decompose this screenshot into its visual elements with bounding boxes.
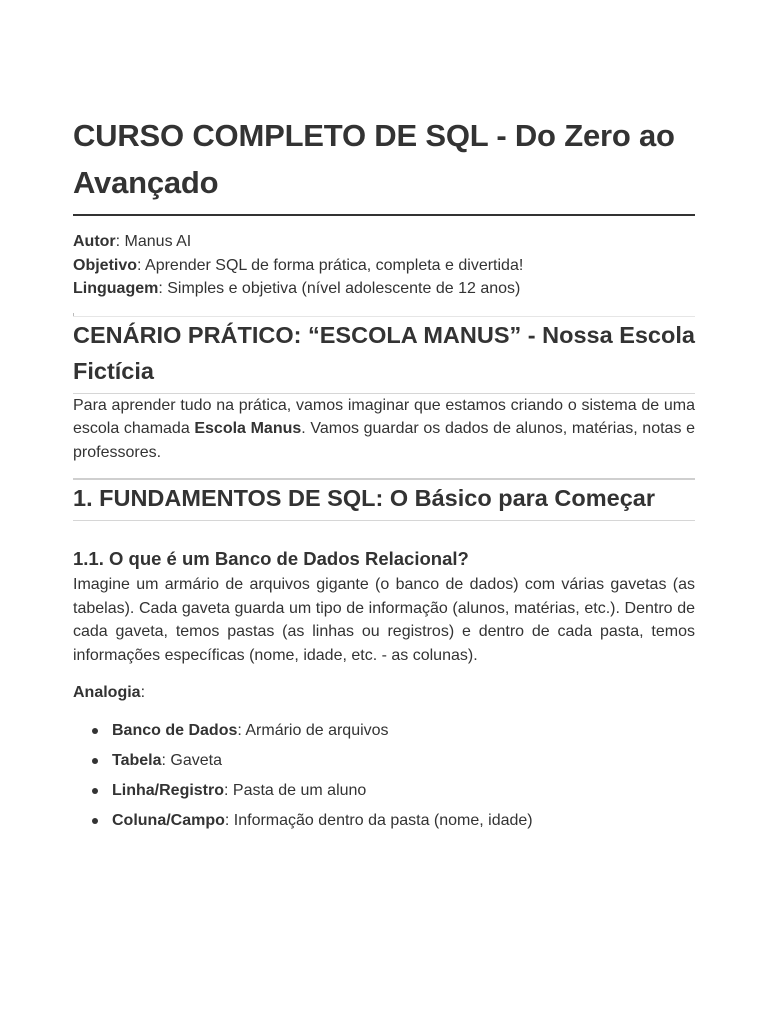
meta-label: Objetivo: [73, 256, 138, 274]
bullet-icon: [92, 758, 98, 764]
meta-value: : Aprender SQL de forma prática, completa e divertida!: [137, 256, 524, 274]
meta-divider: [73, 316, 695, 317]
list-item-term: Tabela: [112, 751, 162, 769]
database-explanation-paragraph: Imagine um armário de arquivos gigante (o banco de dados) com várias gavetas (as tabelas). Cada gaveta guarda um tipo de informação (alunos, matérias, etc.). Dentro de cada gaveta, temos pastas (as linhas ou registros) e dentro de cada pasta, temos informações específicas (nome, idade, etc. - as colunas).: [73, 576, 695, 664]
scenario-text-end: . Vamos guardar os dados de alunos, matérias, notas e professores.: [73, 420, 695, 461]
list-item-desc: : Armário de arquivos: [237, 721, 389, 739]
list-item-term: Coluna/Campo: [112, 811, 225, 829]
scenario-paragraph: [73, 394, 695, 465]
meta-label: Autor: [73, 233, 116, 250]
section1-heading-underline: [73, 520, 695, 521]
section1-heading: 1. FUNDAMENTOS DE SQL: O Básico para Começar: [73, 485, 655, 511]
bullet-icon: [92, 728, 98, 734]
list-item-desc: : Pasta de um aluno: [224, 781, 367, 799]
meta-line-objective: [73, 254, 695, 278]
meta-line-language: [73, 277, 695, 301]
document-meta: [73, 230, 695, 301]
list-item-desc: : Informação dentro da pasta (nome, idade): [224, 811, 533, 829]
analogia-label-line: [73, 681, 695, 705]
analogia-list: [73, 719, 695, 833]
section1-1-heading: 1.1. O que é um Banco de Dados Relacional?: [73, 548, 469, 569]
analogia-colon: :: [140, 684, 146, 701]
meta-line-author: [73, 230, 695, 254]
list-item: [73, 749, 695, 773]
list-item: [73, 779, 695, 803]
meta-value: : Manus AI: [115, 233, 192, 250]
meta-label: Linguagem: [73, 280, 159, 297]
divider-mark: [73, 313, 74, 316]
list-item-desc: : Gaveta: [161, 751, 222, 769]
title-divider: [73, 214, 695, 216]
list-item-term: Banco de Dados: [112, 721, 238, 739]
document-content: [73, 112, 695, 839]
document-title: CURSO COMPLETO DE SQL - Do Zero ao Avançado: [73, 118, 675, 200]
meta-value: : Simples e objetiva (nível adolescente de 12 anos): [158, 280, 521, 297]
analogia-label: Analogia: [73, 684, 141, 701]
scenario-school-name: Escola Manus: [194, 420, 302, 437]
list-item: [73, 809, 695, 833]
scenario-text-start: Para aprender tudo na prática, vamos imaginar que estamos criando o sistema de uma escola chamada: [73, 396, 695, 437]
list-item: [73, 719, 695, 743]
scenario-heading: CENÁRIO PRÁTICO: “ESCOLA MANUS” - Nossa Escola Fictícia: [73, 321, 695, 384]
list-item-term: Linha/Registro: [112, 781, 225, 799]
bullet-icon: [92, 788, 98, 794]
bullet-icon: [92, 818, 98, 824]
